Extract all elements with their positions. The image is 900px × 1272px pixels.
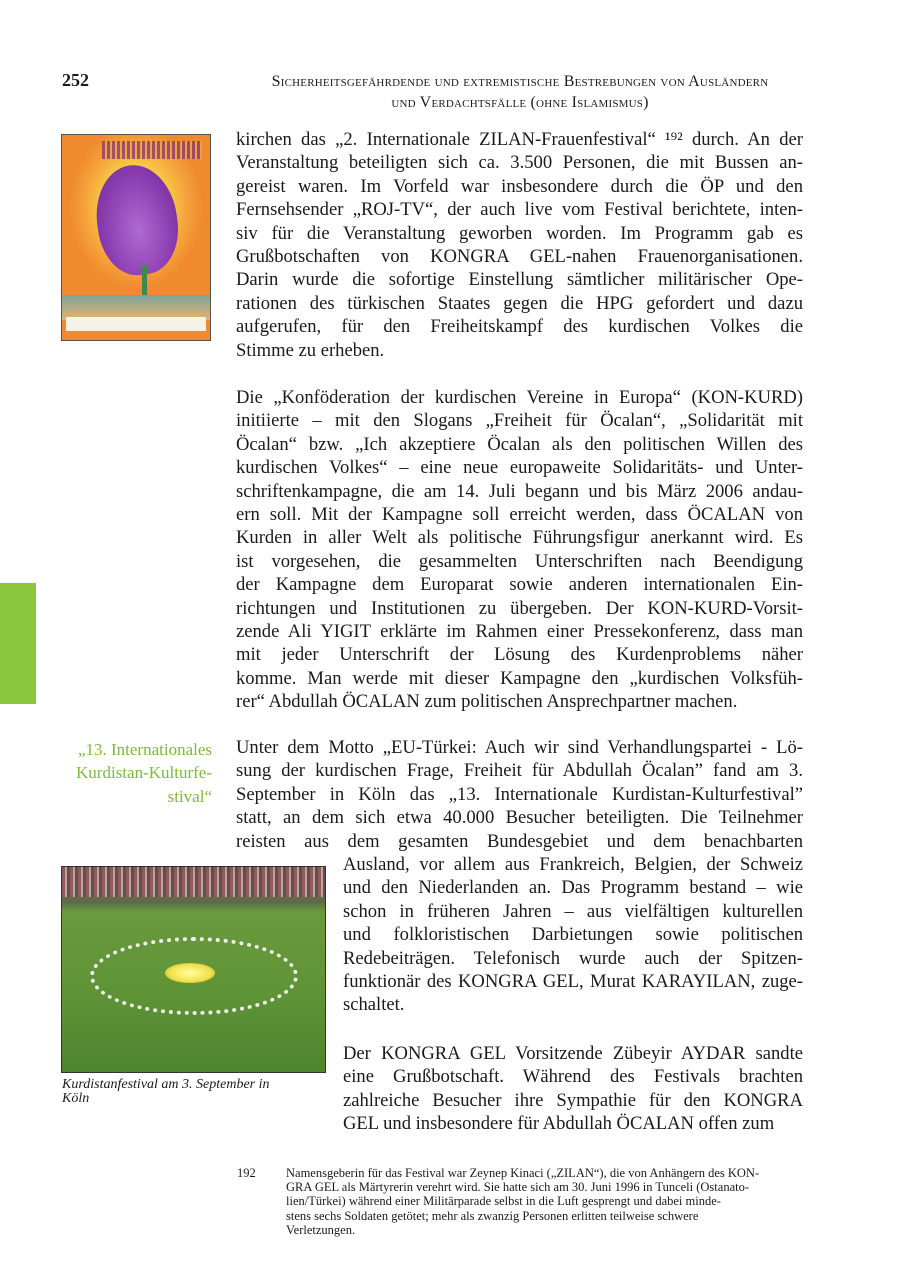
footnote-line: lien/Türkei) während einer Militärparade selbst in die Luft gesprengt und dabei minde-: [286, 1194, 721, 1209]
text-line: reisten aus dem gesamten Bundesgebiet und dem benachbarten: [236, 830, 803, 852]
photo-sun-emblem: [165, 963, 215, 983]
page-number: 252: [62, 70, 89, 90]
text-line: schriftenkampagne, die am 14. Juli begann und bis März 2006 andau-: [236, 480, 803, 502]
text-line: richtungen und Institutionen zu übergeben. Der KON-KURD-Vorsit-: [236, 597, 803, 619]
footnote-line: stens sechs Soldaten getötet; mehr als zwanzig Personen erlitten teilweise schwere: [286, 1208, 699, 1223]
text-line: der Kampagne dem Europarat sowie anderen internationalen Ein-: [236, 574, 803, 596]
text-line: kirchen das „2. Internationale ZILAN-Frauenfestival“ ¹⁹² durch. An der: [236, 129, 803, 150]
poster-title-graphic: [102, 141, 202, 159]
text-line: und den Niederlanden an. Das Programm bestand – wie: [343, 877, 803, 899]
text-line: zende Ali YIGIT erklärte im Rahmen einer Pressekonferenz, dass man: [236, 620, 803, 642]
text-line: mit jeder Unterschrift der Lösung des Kurdenproblems näher: [236, 644, 803, 666]
text-line: Ausland, vor allem aus Frankreich, Belgien, der Schweiz: [343, 853, 803, 875]
festival-photo: [61, 866, 326, 1073]
running-header: [230, 71, 810, 113]
text-line: rationen des türkischen Staates gegen die HPG gefordert und dazu: [236, 292, 803, 314]
footnote-line: Namensgeberin für das Festival war Zeynep Kinaci („ZILAN“), die von Anhängern des KON-: [286, 1166, 760, 1180]
photo-crowd: [62, 867, 326, 897]
margin-note-line: „13. Internationales: [77, 740, 212, 759]
text-line: September in Köln das „13. Internationale Kurdistan-Kulturfestival”: [236, 783, 803, 805]
poster-flower-figure: [90, 160, 185, 280]
text-line: gereist waren. Im Vorfeld war insbesondere durch die ÖP und den: [236, 175, 803, 197]
caption-line: Kurdistanfestival am 3. September in: [62, 1077, 270, 1092]
poster-info-band: [66, 317, 206, 331]
text-line: Öcalan“ bzw. „Ich akzeptiere Öcalan als den politischen Willen des: [236, 433, 803, 455]
footnote-text: [286, 1166, 804, 1237]
footnote-line: GRA GEL als Märtyrerin verehrt wird. Sie hatte sich am 30. Juni 1996 in Tunceli (Ostanato-: [286, 1180, 750, 1195]
text-line: Der KONGRA GEL Vorsitzende Zübeyir AYDAR sandte: [343, 1043, 803, 1064]
body-paragraph: [343, 1042, 803, 1136]
caption-line: Köln: [62, 1090, 90, 1106]
text-line: ist vorgesehen, die gesammelten Unterschriften nach Beendigung: [236, 550, 803, 572]
text-line: aufgerufen, für den Freiheitskampf des kurdischen Volkes die: [236, 316, 803, 338]
body-paragraph: [236, 128, 803, 362]
margin-note-line: Kurdistan-Kulturfe-: [76, 763, 212, 783]
text-line: schaltet.: [343, 994, 405, 1016]
text-line: ern soll. Mit der Kampagne soll erreicht werden, dass ÖCALAN von: [236, 503, 803, 525]
text-line: schon in früheren Jahren – aus vielfältigen kulturellen: [343, 900, 803, 922]
text-line: initiierte – mit den Slogans „Freiheit für Öcalan“, „Solidarität mit: [236, 410, 803, 432]
text-line: Redebeiträgen. Telefonisch wurde auch der Spitzen-: [343, 947, 803, 969]
text-line: rer“ Abdullah ÖCALAN zum politischen Ansprechpartner machen.: [236, 691, 738, 713]
text-line: GEL und insbesondere für Abdullah ÖCALAN offen zum: [343, 1113, 775, 1135]
header-line: und Verdachtsfälle (ohne Islamismus): [391, 94, 649, 111]
text-line: Grußbotschaften von KONGRA GEL-nahen Frauenorganisationen.: [236, 245, 803, 267]
margin-note-line: stival“: [167, 786, 212, 806]
text-line: zahlreiche Besucher ihre Sympathie für den KONGRA: [343, 1089, 803, 1111]
footnote-number: 192: [237, 1166, 256, 1180]
header-line: Sicherheitsgefährdende und extremistische Bestrebungen von Ausländern: [271, 73, 769, 90]
text-line: Unter dem Motto „EU-Türkei: Auch wir sind Verhandlungspartei - Lö-: [236, 737, 803, 758]
text-line: sung der kurdischen Frage, Freiheit für Abdullah Öcalan” fand am 3.: [236, 760, 803, 782]
text-line: Kurden in aller Welt als politische Führungsfigur anerkannt wird. Es: [236, 527, 803, 549]
festival-poster-image: [61, 134, 211, 341]
text-line: Veranstaltung beteiligten sich ca. 3.500 Personen, die mit Bussen an-: [236, 152, 803, 174]
text-line: kurdischen Volkes“ – eine neue europaweite Solidaritäts- und Unter-: [236, 457, 803, 479]
text-line: Darin wurde die sofortige Einstellung sämtlicher militärischer Ope-: [236, 269, 803, 291]
footnote-line: Verletzungen.: [286, 1222, 356, 1237]
text-line: Die „Konföderation der kurdischen Vereine in Europa“ (KON-KURD): [236, 387, 803, 408]
text-line: eine Grußbotschaft. Während des Festivals brachten: [343, 1066, 803, 1088]
text-line: und folkloristischen Darbietungen sowie politischen: [343, 924, 803, 946]
text-line: Fernsehsender „ROJ-TV“, der auch live vom Festival berichtete, inten-: [236, 199, 803, 221]
body-paragraph: [236, 386, 803, 713]
text-line: komme. Man werde mit dieser Kampagne den „kurdischen Volksfüh-: [236, 667, 803, 689]
text-line: siv für die Veranstaltung geworben worden. Im Programm gab es: [236, 222, 803, 244]
photo-caption: [62, 1078, 322, 1105]
text-line: funktionär des KONGRA GEL, Murat KARAYILAN, zuge-: [343, 970, 803, 992]
chapter-marker-bar: [0, 583, 36, 704]
text-line: statt, an dem sich etwa 40.000 Besucher beteiligten. Die Teilnehmer: [236, 807, 803, 829]
margin-note: [40, 738, 212, 808]
text-line: Stimme zu erheben.: [236, 339, 385, 361]
